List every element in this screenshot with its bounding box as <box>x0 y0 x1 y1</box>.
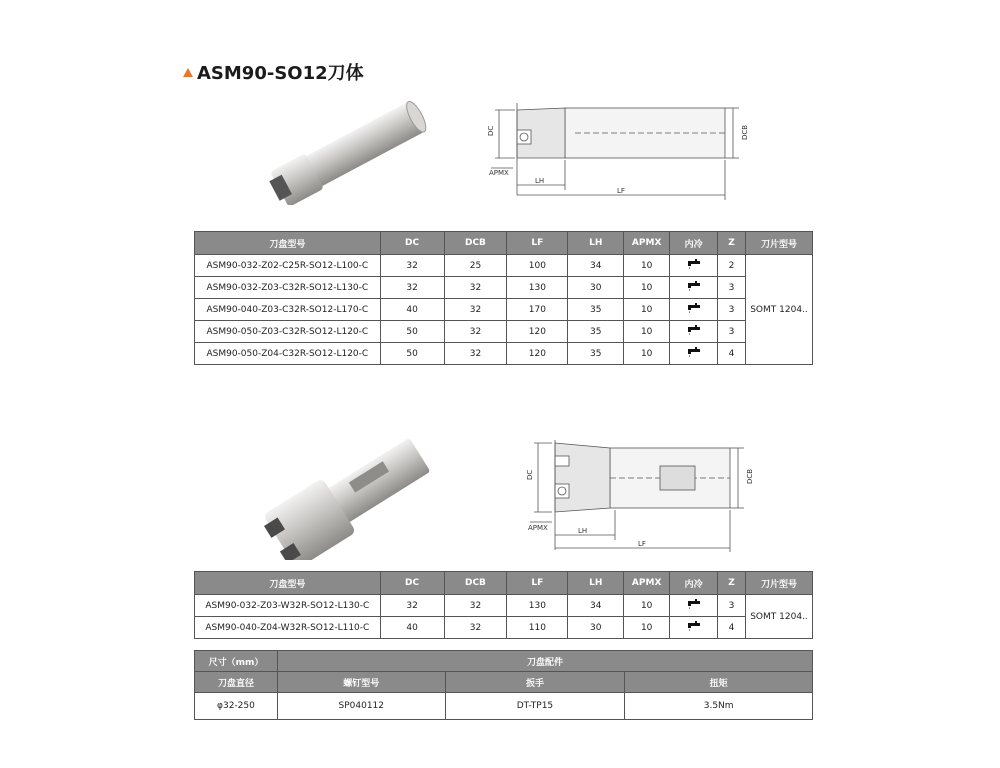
parts-header: 刀盘配件 <box>277 651 812 672</box>
coolant-tap-icon <box>687 302 701 317</box>
cell-model: ASM90-032-Z03-W32R-SO12-L130-C <box>195 595 381 617</box>
cell-lh: 35 <box>568 343 624 365</box>
cell-lh: 35 <box>568 321 624 343</box>
spec-table-1 <box>194 231 813 365</box>
cell-lf: 170 <box>507 299 568 321</box>
table-row <box>195 277 813 299</box>
cell-lf: 130 <box>507 277 568 299</box>
table-row <box>195 617 813 639</box>
col-lf: LF <box>507 572 568 595</box>
cell-lh: 34 <box>568 595 624 617</box>
table-header-row <box>195 572 813 595</box>
coolant-tap-icon <box>687 258 701 273</box>
cell-lf: 120 <box>507 321 568 343</box>
col-lf: LF <box>507 232 568 255</box>
cell-coolant <box>670 595 718 617</box>
cell-lh: 34 <box>568 255 624 277</box>
cell-model: ASM90-032-Z02-C25R-SO12-L100-C <box>195 255 381 277</box>
end-mill-image-1 <box>265 100 435 205</box>
spec-table-2 <box>194 571 813 639</box>
cell-coolant <box>670 321 718 343</box>
cell-coolant <box>670 277 718 299</box>
cell-z: 3 <box>718 277 746 299</box>
cell-model: ASM90-032-Z03-C32R-SO12-L130-C <box>195 277 381 299</box>
table-header-row <box>195 232 813 255</box>
cell-lf: 100 <box>507 255 568 277</box>
coolant-tap-icon <box>687 280 701 295</box>
col-model: 刀盘型号 <box>195 232 381 255</box>
lf-label: LF <box>617 187 625 195</box>
cell-z: 3 <box>718 299 746 321</box>
cell-dc: 50 <box>380 321 444 343</box>
cell-coolant <box>670 343 718 365</box>
lh-label-2: LH <box>578 527 588 535</box>
table-row <box>195 255 813 277</box>
section-title <box>183 60 364 84</box>
col-dc: DC <box>380 572 444 595</box>
cell-z: 2 <box>718 255 746 277</box>
cell-dc: 50 <box>380 343 444 365</box>
technical-drawing-2 <box>520 440 770 555</box>
cell-lf: 110 <box>507 617 568 639</box>
apmx-label: APMX <box>489 169 509 177</box>
diameter-value: φ32-250 <box>195 693 278 720</box>
cell-dcb: 32 <box>444 617 507 639</box>
dc-label-2: DC <box>526 469 534 480</box>
col-apmx: APMX <box>624 232 670 255</box>
cell-model: ASM90-050-Z04-C32R-SO12-L120-C <box>195 343 381 365</box>
col-insert: 刀片型号 <box>746 572 813 595</box>
col-coolant: 内冷 <box>670 232 718 255</box>
table-row <box>195 321 813 343</box>
end-mill-image-2 <box>262 435 442 560</box>
col-wrench: 扳手 <box>445 672 625 693</box>
cell-coolant <box>670 299 718 321</box>
cell-model: ASM90-050-Z03-C32R-SO12-L120-C <box>195 321 381 343</box>
cell-apmx: 10 <box>624 255 670 277</box>
coolant-tap-icon <box>687 324 701 339</box>
coolant-tap-icon <box>687 620 701 635</box>
col-insert: 刀片型号 <box>746 232 813 255</box>
col-dcb: DCB <box>444 232 507 255</box>
cell-dc: 32 <box>380 595 444 617</box>
cell-dc: 40 <box>380 617 444 639</box>
lh-label: LH <box>535 177 545 185</box>
cell-apmx: 10 <box>624 321 670 343</box>
cell-lf: 130 <box>507 595 568 617</box>
acc-header-row-2 <box>195 672 813 693</box>
dcb-label: DCB <box>741 124 749 140</box>
col-lh: LH <box>568 232 624 255</box>
col-torque: 扭矩 <box>625 672 813 693</box>
cell-dc: 40 <box>380 299 444 321</box>
cell-model: ASM90-040-Z03-C32R-SO12-L170-C <box>195 299 381 321</box>
dc-label: DC <box>487 125 495 136</box>
cell-dc: 32 <box>380 277 444 299</box>
cell-apmx: 10 <box>624 617 670 639</box>
technical-drawing-1 <box>485 100 765 205</box>
coolant-tap-icon <box>687 346 701 361</box>
col-lh: LH <box>568 572 624 595</box>
acc-header-row-1 <box>195 651 813 672</box>
col-screw: 螺钉型号 <box>277 672 445 693</box>
cell-dcb: 32 <box>444 277 507 299</box>
lf-label-2: LF <box>638 540 646 548</box>
col-coolant: 内冷 <box>670 572 718 595</box>
cell-dcb: 32 <box>444 343 507 365</box>
cell-coolant <box>670 255 718 277</box>
col-z: Z <box>718 232 746 255</box>
table-row <box>195 595 813 617</box>
cell-dcb: 32 <box>444 321 507 343</box>
cell-dc: 32 <box>380 255 444 277</box>
coolant-tap-icon <box>687 598 701 613</box>
cell-lh: 30 <box>568 617 624 639</box>
cell-z: 3 <box>718 321 746 343</box>
cell-dcb: 32 <box>444 299 507 321</box>
apmx-label-2: APMX <box>528 524 548 532</box>
cell-insert: SOMT 1204.. <box>746 255 813 365</box>
col-model: 刀盘型号 <box>195 572 381 595</box>
cell-dcb: 25 <box>444 255 507 277</box>
col-diameter: 刀盘直径 <box>195 672 278 693</box>
cell-apmx: 10 <box>624 343 670 365</box>
cell-apmx: 10 <box>624 299 670 321</box>
cell-z: 4 <box>718 617 746 639</box>
cell-lh: 35 <box>568 299 624 321</box>
wrench-value: DT-TP15 <box>445 693 625 720</box>
cell-z: 4 <box>718 343 746 365</box>
col-z: Z <box>718 572 746 595</box>
cell-insert: SOMT 1204.. <box>746 595 813 639</box>
cell-apmx: 10 <box>624 277 670 299</box>
cell-apmx: 10 <box>624 595 670 617</box>
cell-lf: 120 <box>507 343 568 365</box>
table-row <box>195 693 813 720</box>
table-row <box>195 299 813 321</box>
dcb-label-2: DCB <box>746 468 754 484</box>
size-header: 尺寸（mm） <box>195 651 278 672</box>
cell-model: ASM90-040-Z04-W32R-SO12-L110-C <box>195 617 381 639</box>
torque-value: 3.5Nm <box>625 693 813 720</box>
col-dcb: DCB <box>444 572 507 595</box>
cell-dcb: 32 <box>444 595 507 617</box>
cell-z: 3 <box>718 595 746 617</box>
hexagon-bullet-icon <box>183 68 193 77</box>
col-apmx: APMX <box>624 572 670 595</box>
accessories-table <box>194 650 813 720</box>
page-title: ASM90-SO12刀体 <box>197 63 364 84</box>
screw-value: SP040112 <box>277 693 445 720</box>
col-dc: DC <box>380 232 444 255</box>
cell-lh: 30 <box>568 277 624 299</box>
table-row <box>195 343 813 365</box>
cell-coolant <box>670 617 718 639</box>
